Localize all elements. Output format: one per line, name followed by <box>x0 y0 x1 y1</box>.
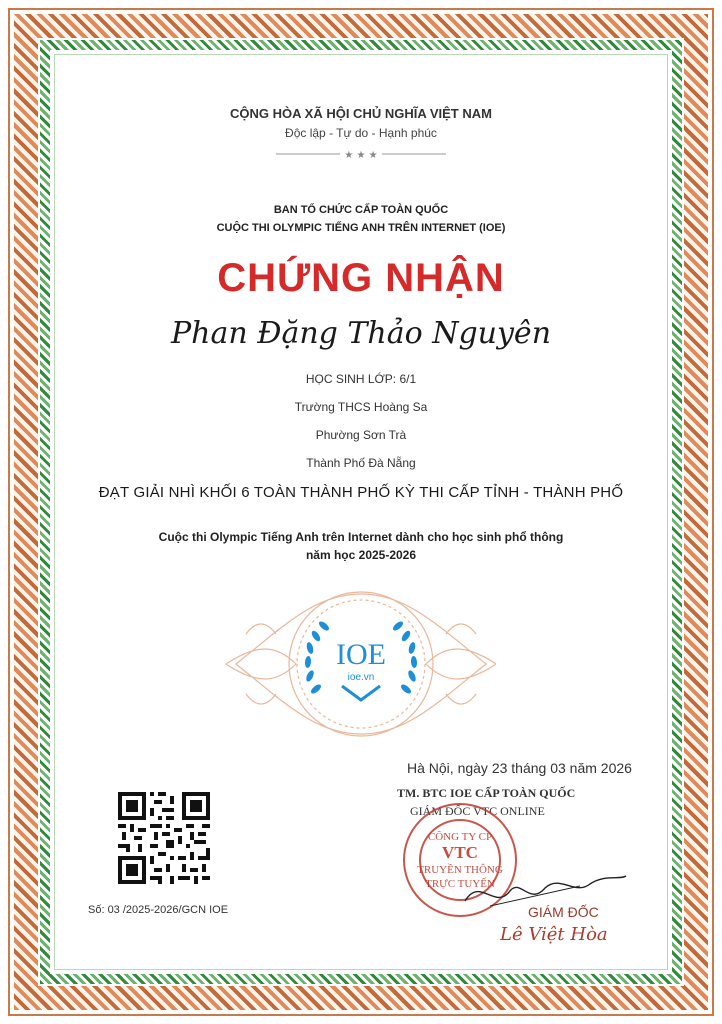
signer-title: GIÁM ĐỐC <box>528 904 599 920</box>
certificate-title: CHỨNG NHẬN <box>217 256 505 300</box>
award-text: ĐẠT GIẢI NHÌ KHỐI 6 TOÀN THÀNH PHỐ KỲ THI CẤP TỈNH - THÀNH PHỐ <box>98 484 624 501</box>
organizer-line-1: BAN TỔ CHỨC CẤP TOÀN QUỐC <box>273 204 449 216</box>
seal-line-3: TRUYỀN THÔNG <box>417 864 503 876</box>
ornament-emblem <box>216 584 506 744</box>
competition-line-1: Cuộc thi Olympic Tiếng Anh trên Internet dành cho học sinh phổ thông <box>158 530 564 544</box>
organizer-line-2: CUỘC THI OLYMPIC TIẾNG ANH TRÊN INTERNET (IOE) <box>216 222 506 234</box>
motto-text: Độc lập - Tự do - Hạnh phúc <box>285 126 437 140</box>
signer-role-1: TM. BTC IOE CẤP TOÀN QUỐC <box>397 786 576 800</box>
city-name: Thành Phố Đà Nẵng <box>306 456 416 470</box>
signer-name: Lê Việt Hòa <box>500 924 608 945</box>
logo-chevron-icon <box>342 686 380 700</box>
ioe-logo-domain: ioe.vn <box>347 672 375 683</box>
ward-name: Phường Sơn Trà <box>315 428 407 442</box>
certificate-number: Số: 03 /2025-2026/GCN IOE <box>88 904 229 916</box>
competition-line-2: năm học 2025-2026 <box>305 548 417 562</box>
school-name: Trường THCS Hoàng Sa <box>294 400 428 414</box>
class-line: HỌC SINH LỚP: 6/1 <box>305 372 417 386</box>
ioe-logo-text: IOE <box>336 638 386 671</box>
qr-code <box>118 792 210 884</box>
issue-date: Hà Nội, ngày 23 tháng 03 năm 2026 <box>407 760 632 776</box>
seal-line-4: TRỰC TUYẾN <box>425 878 495 890</box>
nation-heading: CỘNG HÒA XÃ HỘI CHỦ NGHĨA VIỆT NAM <box>230 106 492 121</box>
signer-role-2: GIÁM ĐỐC VTC ONLINE <box>410 804 545 818</box>
recipient-name: Phan Đặng Thảo Nguyên <box>170 316 552 351</box>
seal-line-2: VTC <box>442 843 478 862</box>
star-divider <box>276 148 446 160</box>
seal-line-1: CÔNG TY CP <box>427 831 493 843</box>
svg-text:★ ★ ★: ★ ★ ★ <box>344 150 378 160</box>
